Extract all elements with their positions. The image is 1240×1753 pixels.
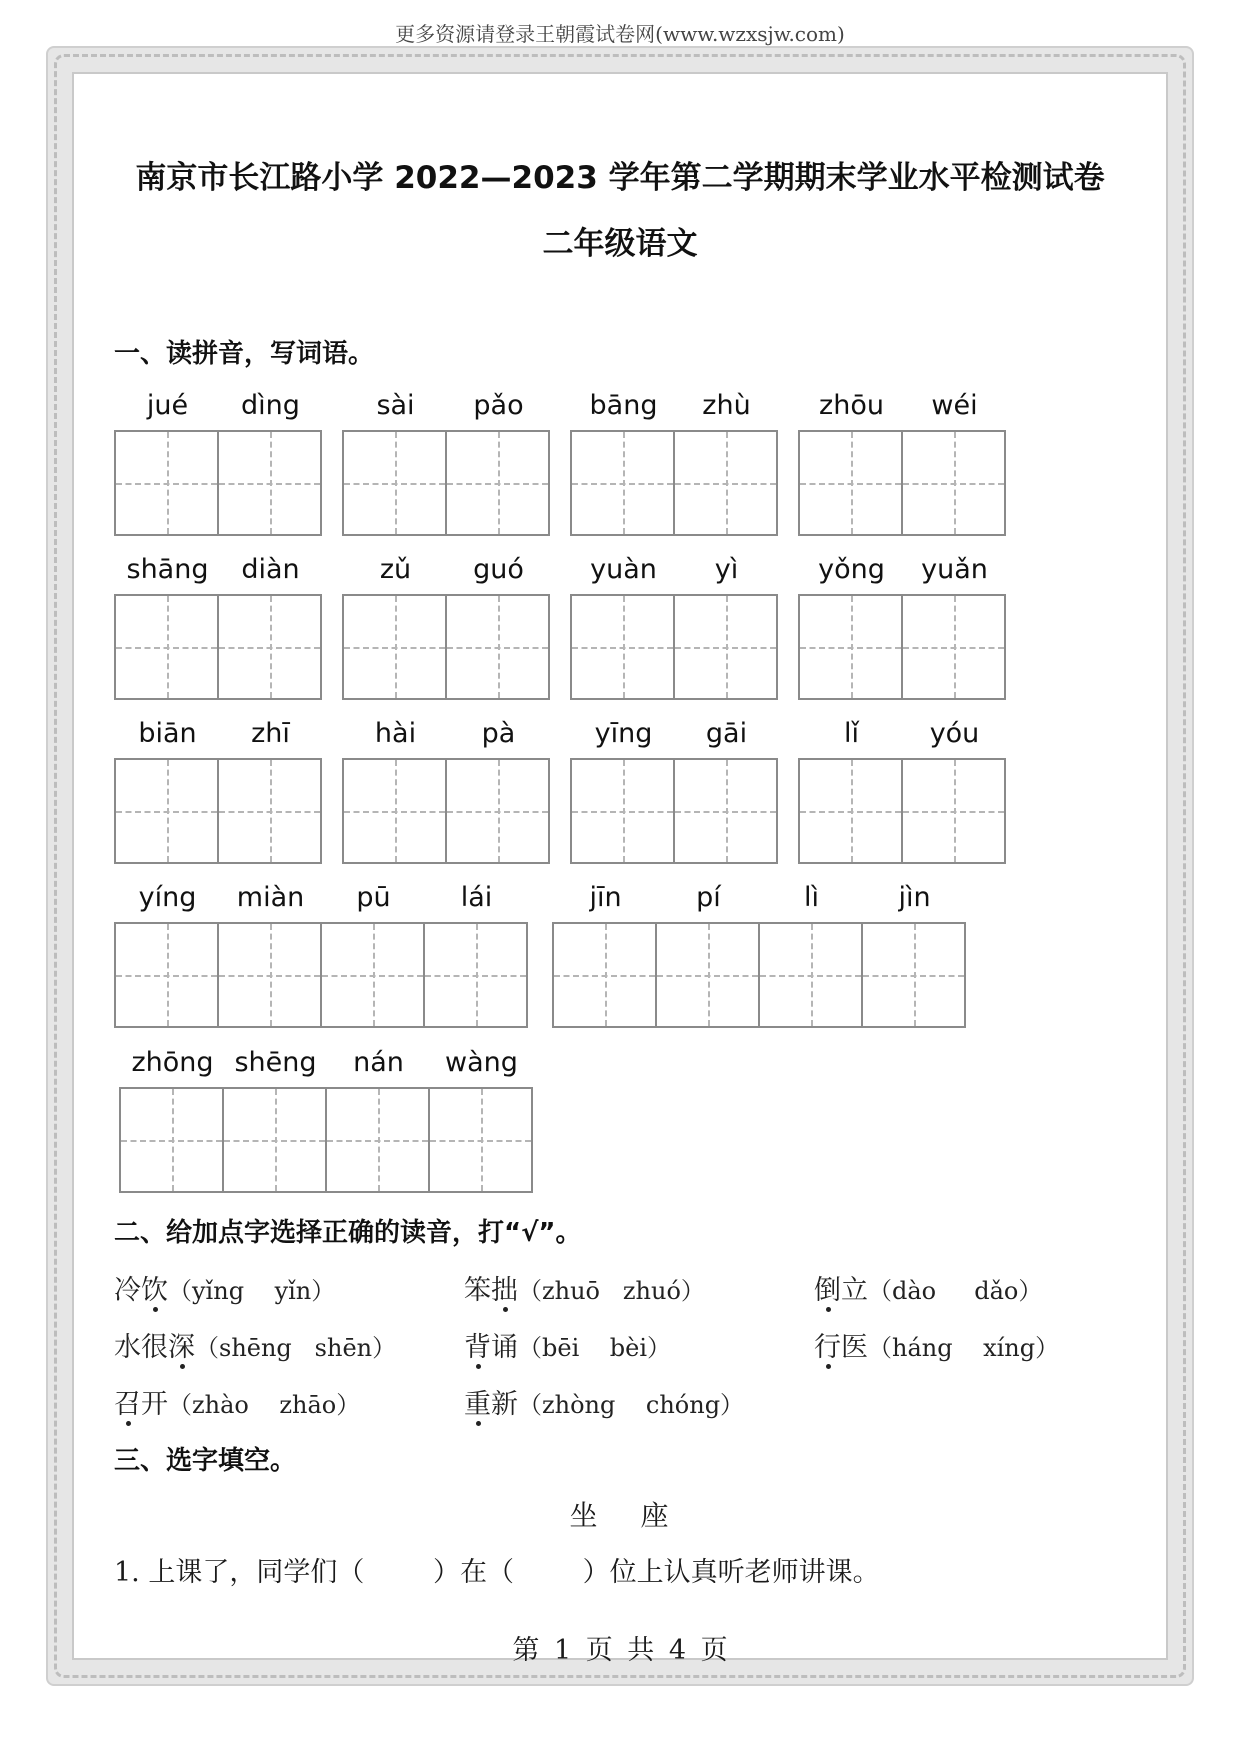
word-grid[interactable] (342, 718, 550, 864)
writing-cell[interactable] (219, 882, 322, 1026)
pinyin-label: guó (473, 554, 524, 585)
pinyin-label: zhōu (819, 390, 884, 421)
reading-options[interactable]: （dào dǎo） (868, 1277, 1043, 1305)
writing-cell[interactable] (675, 718, 778, 862)
pinyin-label: gāi (705, 718, 748, 749)
pinyin-label: hài (374, 718, 417, 749)
writing-cell[interactable] (447, 390, 550, 534)
pinyin-label: zhōng (131, 1047, 214, 1078)
item-text: 诵 (491, 1332, 518, 1363)
dotted-character: 饮 (141, 1275, 168, 1306)
page-footer: 第 1 页 共 4 页 (512, 1635, 728, 1666)
word-grid[interactable] (570, 718, 778, 864)
pinyin-label: yuǎn (921, 554, 988, 585)
item-text: 冷 (114, 1275, 141, 1306)
writing-cell[interactable] (219, 718, 322, 862)
writing-cell[interactable] (116, 390, 219, 534)
pinyin-label: lì (803, 882, 819, 913)
word-grid[interactable] (114, 882, 528, 1028)
writing-cell[interactable] (121, 1047, 224, 1191)
word-grid[interactable] (570, 390, 778, 536)
decorative-border (48, 48, 1192, 1684)
writing-cell[interactable] (903, 554, 1006, 698)
writing-cell[interactable] (219, 390, 322, 534)
word-grid[interactable] (342, 390, 550, 536)
writing-cell[interactable] (800, 718, 903, 862)
pinyin-label: wàng (445, 1047, 518, 1078)
pinyin-label: zhī (251, 718, 290, 749)
pinyin-label: diàn (241, 554, 300, 585)
dotted-character: 召 (114, 1389, 141, 1420)
writing-cell[interactable] (219, 554, 322, 698)
reading-options[interactable]: （bēi bèi） (518, 1334, 671, 1362)
pinyin-label: zhù (702, 390, 751, 421)
dotted-character: 重 (464, 1389, 491, 1420)
pinyin-label: yīng (594, 718, 653, 749)
pinyin-label: jìn (898, 882, 931, 913)
writing-cell[interactable] (572, 390, 675, 534)
item-text: 笨 (464, 1275, 491, 1306)
writing-cell[interactable] (903, 718, 1006, 862)
pinyin-label: yì (714, 554, 739, 585)
word-grid[interactable] (798, 390, 1006, 536)
pronunciation-item (114, 1382, 360, 1421)
item-text: 开 (141, 1389, 168, 1420)
writing-cell[interactable] (760, 882, 863, 1026)
pinyin-label: jué (146, 390, 189, 421)
pinyin-label: pū (356, 882, 391, 913)
writing-cell[interactable] (344, 554, 447, 698)
watermark-text: 更多资源请登录王朝霞试卷网(www.wzxsjw.com) (395, 22, 845, 46)
pinyin-label: bāng (589, 390, 658, 421)
writing-cell[interactable] (224, 1047, 327, 1191)
pronunciation-item (814, 1268, 1042, 1307)
reading-options[interactable]: （zhòng chóng） (518, 1391, 745, 1419)
pinyin-label: pǎo (473, 390, 524, 421)
section-2-heading: 二、给加点字选择正确的读音，打“√”。 (114, 1218, 582, 1248)
pinyin-label: pí (696, 882, 721, 913)
pinyin-label: yíng (138, 882, 197, 913)
writing-cell[interactable] (116, 882, 219, 1026)
dotted-character: 背 (464, 1332, 491, 1363)
writing-cell[interactable] (430, 1047, 533, 1191)
writing-cell[interactable] (903, 390, 1006, 534)
writing-cell[interactable] (344, 390, 447, 534)
item-text: 新 (491, 1389, 518, 1420)
dotted-character: 拙 (491, 1275, 518, 1306)
writing-cell[interactable] (447, 718, 550, 862)
pinyin-label: dìng (241, 390, 300, 421)
pinyin-label: yǒng (818, 554, 885, 585)
pinyin-label: lǐ (843, 718, 859, 749)
dotted-character: 深 (168, 1332, 195, 1363)
dotted-character: 倒 (814, 1275, 841, 1306)
writing-cell[interactable] (116, 554, 219, 698)
writing-cell[interactable] (554, 882, 657, 1026)
writing-cell[interactable] (572, 554, 675, 698)
word-grid[interactable] (570, 554, 778, 700)
pinyin-label: biān (138, 718, 197, 749)
writing-cell[interactable] (800, 390, 903, 534)
reading-options[interactable]: （shēng shēn） (195, 1334, 397, 1362)
writing-cell[interactable] (572, 718, 675, 862)
pinyin-label: shāng (126, 554, 209, 585)
writing-cell[interactable] (344, 718, 447, 862)
pinyin-label: zǔ (379, 554, 412, 585)
pronunciation-item (464, 1268, 705, 1307)
pinyin-label: sài (376, 390, 415, 421)
writing-cell[interactable] (327, 1047, 430, 1191)
pronunciation-item (114, 1325, 396, 1364)
pronunciation-item (814, 1325, 1059, 1364)
writing-cell[interactable] (322, 882, 425, 1026)
writing-cell[interactable] (116, 718, 219, 862)
pinyin-label: lái (460, 882, 493, 913)
word-grid[interactable] (342, 554, 550, 700)
pinyin-label: miàn (236, 882, 305, 913)
item-text: 医 (841, 1332, 868, 1363)
pronunciation-item (464, 1382, 744, 1421)
exam-subtitle: 二年级语文 (542, 226, 698, 262)
word-grid[interactable] (114, 554, 322, 700)
item-text: 立 (841, 1275, 868, 1306)
reading-options[interactable]: （háng xíng） (868, 1334, 1060, 1362)
dotted-character: 行 (814, 1332, 841, 1363)
word-grid[interactable] (119, 1047, 533, 1193)
pronunciation-item (464, 1325, 671, 1364)
word-grid[interactable] (114, 718, 322, 864)
reading-options[interactable]: （zhào zhāo） (168, 1391, 361, 1419)
word-grid[interactable] (114, 390, 322, 536)
exam-title: 南京市长江路小学 2022—2023 学年第二学期期末学业水平检测试卷 (135, 160, 1105, 196)
pinyin-label: shēng (234, 1047, 317, 1078)
writing-cell[interactable] (675, 390, 778, 534)
word-grid[interactable] (798, 554, 1006, 700)
pinyin-label: wéi (931, 390, 978, 421)
character-choices: 坐 座 (569, 1499, 671, 1532)
pronunciation-item (114, 1268, 335, 1307)
section-3-heading: 三、选字填空。 (114, 1446, 297, 1476)
pinyin-label: jīn (589, 882, 622, 913)
pinyin-label: yóu (929, 718, 980, 749)
writing-cell[interactable] (800, 554, 903, 698)
writing-cell[interactable] (425, 882, 528, 1026)
item-text: 水很 (114, 1332, 168, 1363)
reading-options[interactable]: （yǐng yǐn） (168, 1277, 336, 1305)
word-grid[interactable] (552, 882, 966, 1028)
pinyin-label: pà (481, 718, 516, 749)
writing-cell[interactable] (675, 554, 778, 698)
writing-cell[interactable] (447, 554, 550, 698)
writing-cell[interactable] (657, 882, 760, 1026)
reading-options[interactable]: （zhuō zhuó） (518, 1277, 705, 1305)
fill-in-sentence: 1. 上课了，同学们（ ）在（ ）位上认真听老师讲课。 (114, 1557, 880, 1588)
section-1-heading: 一、读拼音，写词语。 (114, 339, 375, 369)
writing-cell[interactable] (863, 882, 966, 1026)
pinyin-label: nán (353, 1047, 404, 1078)
pinyin-label: yuàn (590, 554, 657, 585)
word-grid[interactable] (798, 718, 1006, 864)
